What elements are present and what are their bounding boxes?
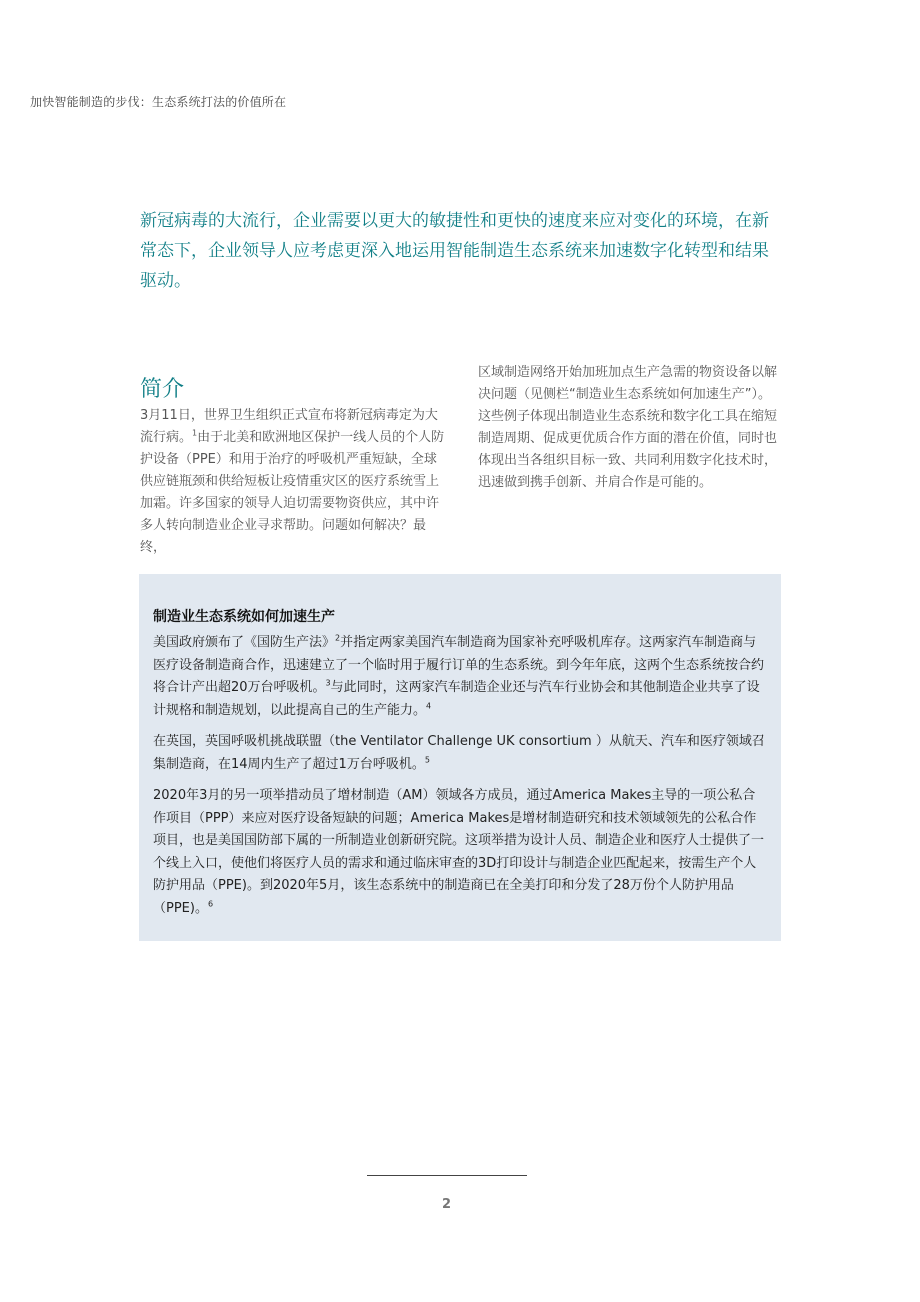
sidebar-paragraph-1 bbox=[153, 632, 765, 722]
sidebar-box bbox=[139, 574, 781, 941]
sidebar-p1-text-b: 并指定两家美国汽车制造商为国家补充呼吸机库存。这两家汽车制造商与医疗设备制造商合作，迅速建立了一个临时用于履行订单的生态系统。到今年年底，这两个生态系统按合约将合计产出超20万台呼吸机。 bbox=[153, 635, 765, 695]
intro-left-text-1: 3月11日，世界卫生组织正式宣布将新冠病毒定为大流行病。 bbox=[140, 408, 438, 445]
sidebar-paragraph-2 bbox=[153, 731, 765, 776]
lead-paragraph: 新冠病毒的大流行，企业需要以更大的敏捷性和更快的速度来应对变化的环境，在新常态下，企业领导人应考虑更深入地运用智能制造生态系统来加速数字化转型和结果驱动。 bbox=[140, 211, 769, 291]
intro-right-column bbox=[478, 362, 778, 494]
footnote-ref-6: 6 bbox=[207, 899, 214, 909]
footnote-ref-2: 2 bbox=[335, 633, 341, 643]
footnote-ref-4: 4 bbox=[426, 701, 432, 711]
footnote-ref-5: 5 bbox=[424, 755, 430, 765]
sidebar-p3-text: 2020年3月的另一项举措动员了增材制造（AM）领域各方成员，通过America Makes主导的一项公私合作项目（PPP）来应对医疗设备短缺的问题；America Makes是增材制造研究和技术领域领先的公私合作项目，也是美国国防部下属的一所制造业创新研究院。这项举措为设计人员、制造企业和医疗人士提供了一个线上入口，使他们将医疗人员的需求和通过临床审查的3D打印设计与制造企业匹配起来，按需生产个人防护用品（PPE)。到2020年5月，该生态系统中的制造商已在全美打印和分发了28万份个人防护用品（PPE)。 bbox=[153, 788, 765, 916]
sidebar-p1-text-a: 美国政府颁布了《国防生产法》 bbox=[153, 635, 336, 650]
footer-divider bbox=[367, 1175, 527, 1176]
sidebar-p1-text-c: 与此同时，这两家汽车制造企业还与汽车行业协会和其他制造企业共享了设计规格和制造规划，以此提高自己的生产能力。 bbox=[153, 680, 760, 718]
intro-left-paragraph bbox=[140, 405, 445, 559]
sidebar-title: 制造业生态系统如何加速生产 bbox=[153, 609, 335, 625]
intro-left-text-2: 由于北美和欧洲地区保护一线人员的个人防护设备（PPE）和用于治疗的呼吸机严重短缺，全球供应链瓶颈和供给短板让疫情重灾区的医疗系统雪上加霜。许多国家的领导人迫切需要物资供应，其中许多人转向制造业企业寻求帮助。问题如何解决？最终， bbox=[140, 430, 445, 555]
footnote-ref-3: 3 bbox=[325, 678, 331, 688]
intro-right-paragraph-2: 这些例子体现出制造业生态系统和数字化工具在缩短制造周期、促成更优质合作方面的潜在价值，同时也体现出当各组织目标一致、共同利用数字化技术时，迅速做到携手创新、并肩合作是可能的。 bbox=[478, 409, 778, 490]
footnote-ref-1: 1 bbox=[192, 428, 198, 438]
sidebar-p2-text: 在英国，英国呼吸机挑战联盟（the Ventilator Challenge UK consortium ）从航天、汽车和医疗领域召集制造商，在14周内生产了超过1万台呼吸机。 bbox=[153, 734, 765, 772]
sidebar-paragraph-3 bbox=[153, 785, 765, 920]
intro-left-column bbox=[140, 405, 445, 559]
section-title-intro: 简介 bbox=[140, 377, 185, 403]
running-header-title: 加快智能制造的步伐：生态系统打法的价值所在 bbox=[30, 95, 287, 109]
page-number: 2 bbox=[441, 1197, 452, 1212]
intro-right-paragraph-1: 区域制造网络开始加班加点生产急需的物资设备以解决问题（见侧栏“制造业生态系统如何加速生产”）。 bbox=[478, 365, 778, 402]
